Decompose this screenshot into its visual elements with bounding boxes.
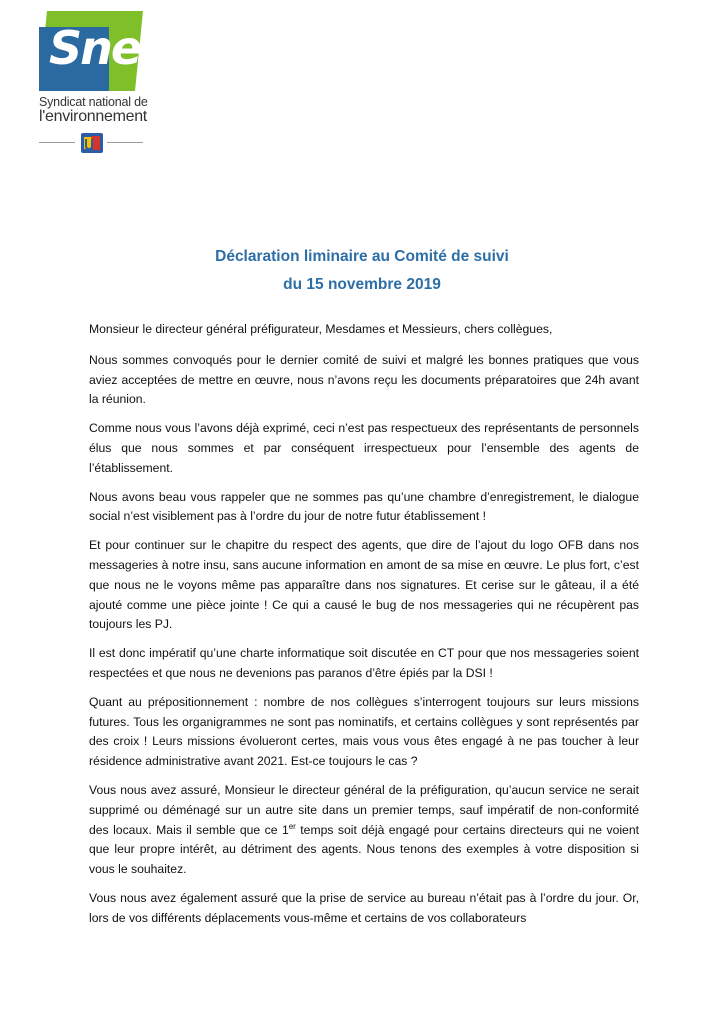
paragraph-8: Vous nous avez également assuré que la prise de service au bureau n’était pas à l’ordre du jour. Or, lors de vos différents déplacements vous-même et certains de vos collaborateurs [89, 890, 639, 925]
logo-rule-left [39, 142, 75, 143]
paragraph-2: Comme nous vous l’avons déjà exprimé, ceci n’est pas respectueux des représentants de personnels élus que nous sommes et par conséquent irrespectueux pour l’ensemble des agents de l’établissement. [89, 421, 639, 475]
sne-logo [39, 11, 149, 154]
paragraph-4: Et pour continuer sur le chapitre du respect des agents, que dire de l’ajout du logo OFB dans nos messageries à notre insu, sans aucune information en amont de sa mise en œuvre. Le plus fort, c’est que nous ne le voyons même pas apparaître dans nos signatures. Et cerise sur le gâteau, il a été ajouté comme une pièce jointe ! Ce qui a causé le bug de nos messageries qui ne récupèrent pas toujours les PJ. [89, 538, 639, 632]
logo-mark [39, 11, 143, 91]
paragraph-1: Nous sommes convoqués pour le dernier comité de suivi et malgré les bonnes pratiques que vous aviez acceptées de mettre en œuvre, nous n’avons reçu les documents préparatoires que 24h avant la réunion. [89, 352, 639, 407]
document-body [89, 320, 639, 938]
title-line-1: Déclaration liminaire au Comité de suivi [215, 248, 509, 265]
unsa-badge-icon [81, 133, 103, 153]
logo-line-2: l'environnement [39, 108, 147, 126]
paragraph-6: Quant au prépositionnement : nombre de nos collègues s’interrogent toujours sur leurs missions futures. Tous les organigrammes ne sont pas nominatifs, et certains collègues y sont représentés par des croix ! Leurs missions évolueront certes, mais vous vous êtes engagé à ne pas toucher à leur résidence administrative avant 2021. Est-ce toujours le cas ? [89, 694, 639, 769]
paragraph-7-part-1: Vous nous avez assuré, Monsieur le directeur général de la préfiguration, qu’aucun service ne serait supprimé ou déménagé sur un autre site dans un premier temps, sauf impératif de non-conformité des locaux. Mais il semble que ce 1 [89, 782, 639, 837]
title-line-2: du 15 novembre 2019 [283, 276, 441, 293]
logo-line-1: Syndicat national de [39, 95, 148, 109]
paragraph-7 [89, 781, 639, 880]
paragraph-7-superscript: er [288, 821, 296, 831]
document-title [0, 243, 724, 299]
salutation: Monsieur le directeur général préfigurateur, Mesdames et Messieurs, chers collègues, [89, 322, 553, 336]
logo-wordmark: Sne [49, 21, 141, 75]
paragraph-5: Il est donc impératif qu’une charte informatique soit discutée en CT pour que nos messageries soient respectées et que nous ne devenions pas paranos d’être épiés par la DSI ! [89, 646, 639, 680]
paragraph-3: Nous avons beau vous rappeler que ne sommes pas qu’une chambre d’enregistrement, le dialogue social n’est visiblement pas à l’ordre du jour de notre futur établissement ! [89, 489, 639, 524]
logo-rule [39, 132, 149, 154]
paragraph-7-part-2: temps soit déjà engagé pour certains directeurs qui ne voient que leur propre intérêt, au détriment des agents. Nous tenons des exemples à votre disposition si vous le souhaitez. [89, 822, 639, 877]
logo-rule-right [107, 142, 143, 143]
